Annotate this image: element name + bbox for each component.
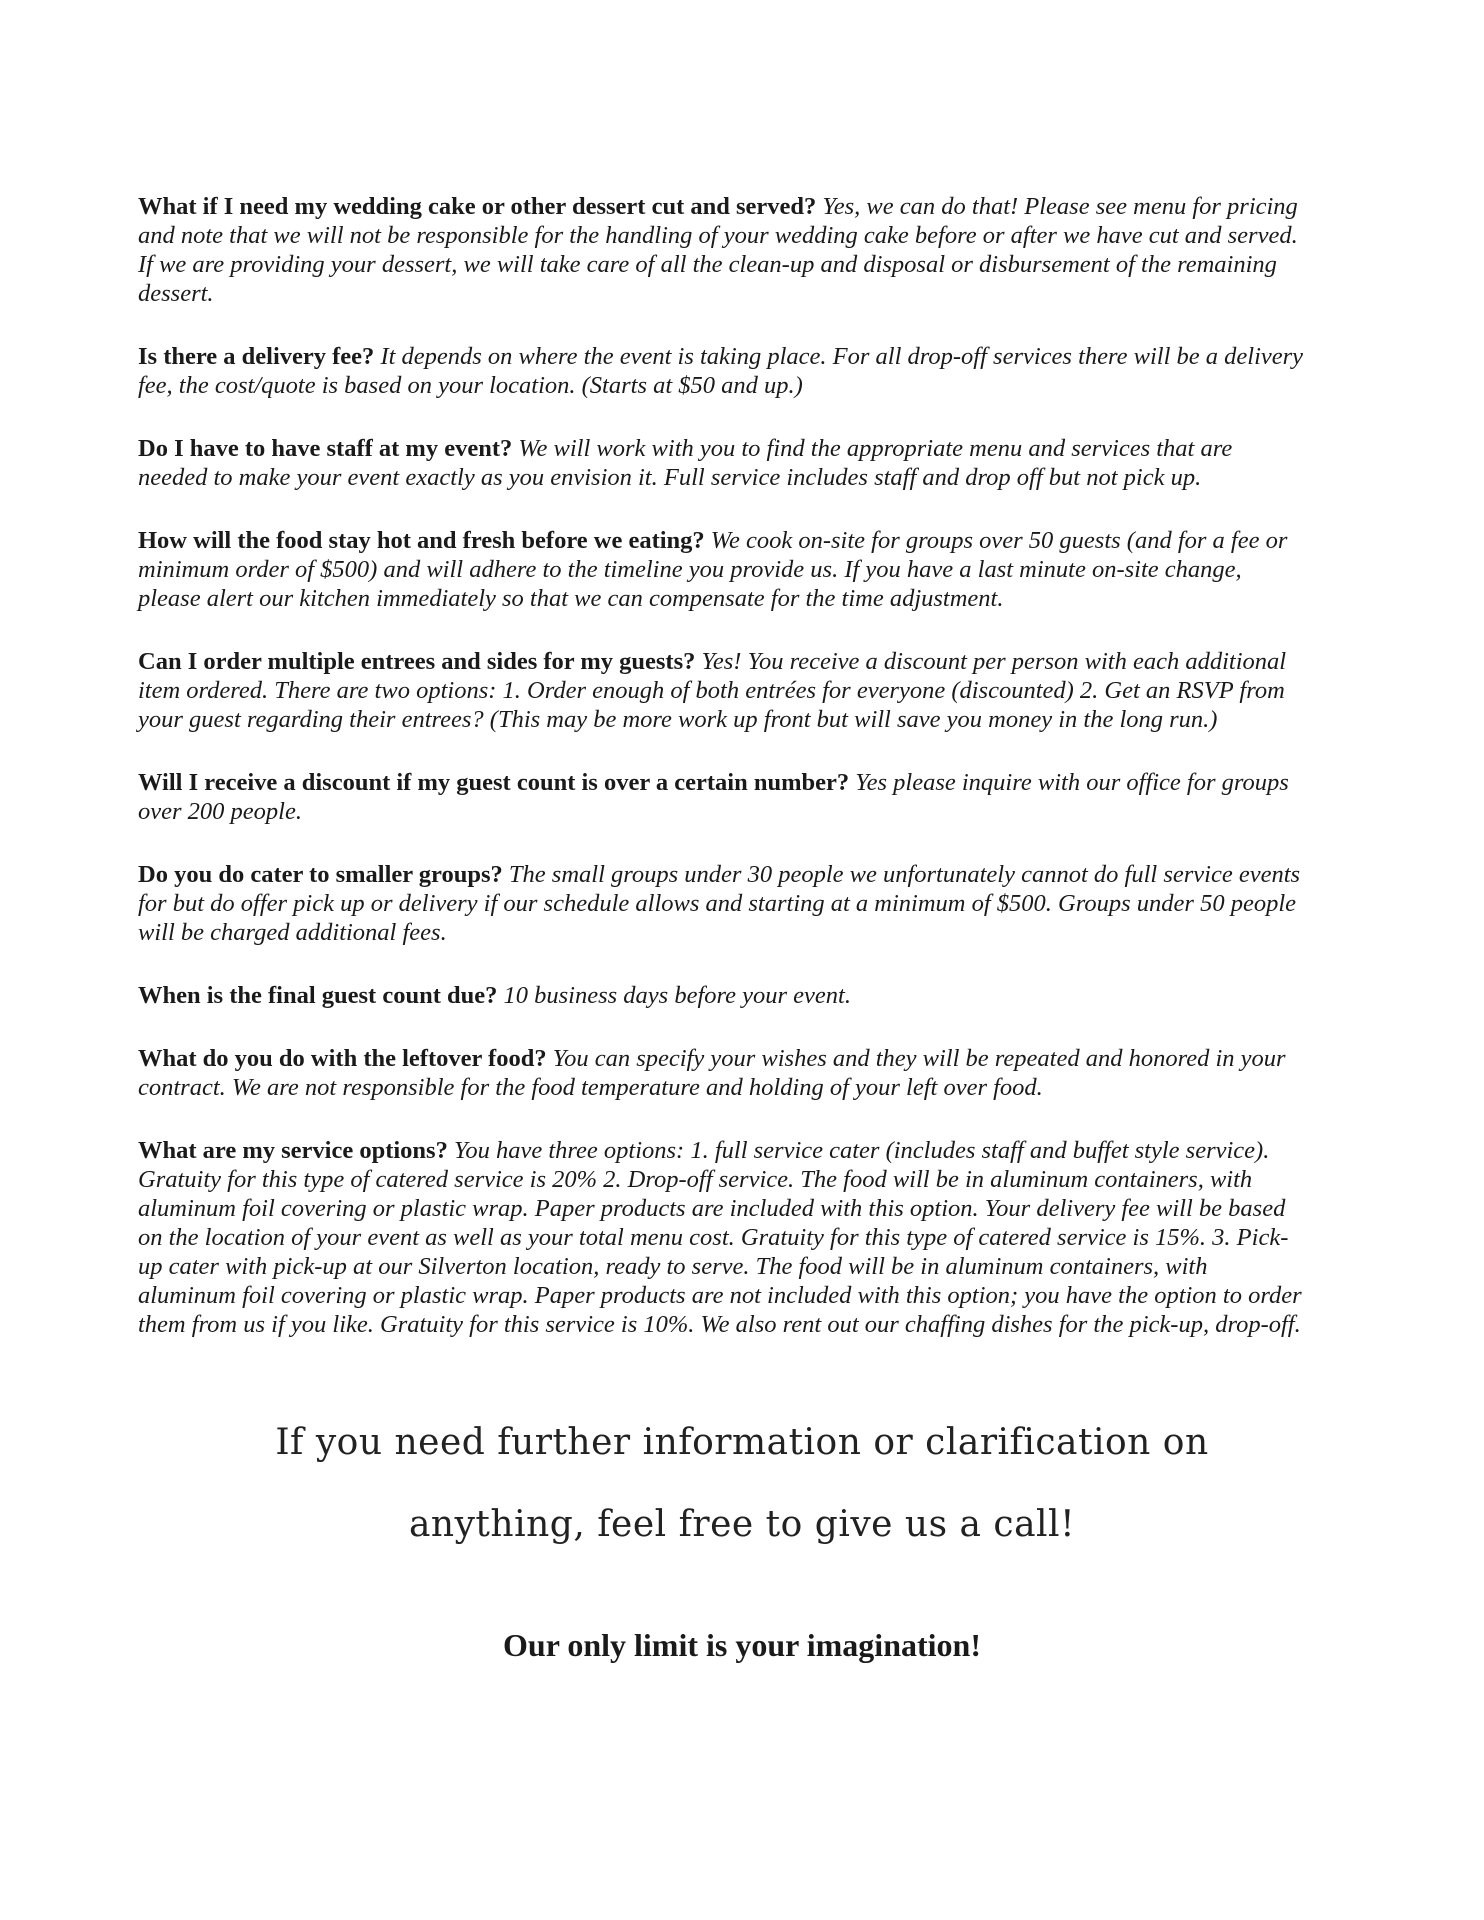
faq-item-staff xyxy=(138,434,1304,492)
faq-question: Will I receive a discount if my guest count is over a certain number? xyxy=(138,769,850,796)
faq-question: Do you do cater to smaller groups? xyxy=(138,861,503,888)
faq-answer: Yes! You receive a discount per person with each additional item ordered. There are two options: 1. Order enough of both entrées for everyone (discounted) 2. Get an RSVP from your guest regarding their entrees? (This may be more work up front but will save you money in the long run.) xyxy=(138,648,1287,733)
faq-item-food-hot xyxy=(138,526,1304,613)
faq-question: Can I order multiple entrees and sides for my guests? xyxy=(138,648,696,675)
faq-question: Do I have to have staff at my event? xyxy=(138,435,513,462)
faq-answer: 10 business days before your event. xyxy=(503,982,851,1009)
faq-question: How will the food stay hot and fresh before we eating? xyxy=(138,527,705,554)
faq-answer: You have three options: 1. full service cater (includes staff and buffet style service). Gratuity for this type of catered service is 20% 2. Drop-off service. The food will be in aluminum containers, with aluminum foil covering or plastic wrap. Paper products are included with this option. Your delivery fee will be based on the location of your event as well as your total menu cost. Gratuity for this type of catered service is 15%. 3. Pick-up cater with pick-up at our Silverton location, ready to serve. The food will be in aluminum containers, with aluminum foil covering or plastic wrap. Paper products are not included with this option; you have the option to order them from us if you like. Gratuity for this service is 10%. We also rent out our chaffing dishes for the pick-up, drop-off. xyxy=(138,1137,1302,1338)
faq-question: Is there a delivery fee? xyxy=(138,343,375,370)
closing-message-line-1: If you need further information or clarification on xyxy=(275,1422,1209,1463)
faq-answer: We cook on-site for groups over 50 guests (and for a fee or minimum order of $500) and will adhere to the timeline you provide us. If you have a last minute on-site change, please alert our kitchen immediately so that we can compensate for the time adjustment. xyxy=(138,527,1288,612)
tagline: Our only limit is your imagination! xyxy=(503,1627,981,1663)
faq-answer: Yes please inquire with our office for groups over 200 people. xyxy=(138,769,1289,825)
faq-item-multiple-entrees xyxy=(138,647,1304,734)
faq-question: What are my service options? xyxy=(138,1137,448,1164)
closing-message-line-2: anything, feel free to give us a call! xyxy=(408,1504,1076,1545)
faq-item-leftovers xyxy=(138,1044,1304,1102)
faq-item-guest-count xyxy=(138,981,1304,1010)
faq-answer: You can specify your wishes and they will be repeated and honored in your contract. We are not responsible for the food temperature and holding of your left over food. xyxy=(138,1045,1286,1101)
faq-question: When is the final guest count due? xyxy=(138,982,498,1009)
faq-answer: The small groups under 30 people we unfortunately cannot do full service events for but do offer pick up or delivery if our schedule allows and starting at a minimum of $500. Groups under 50 people will be charged additional fees. xyxy=(138,861,1301,946)
faq-item-discount xyxy=(138,768,1304,826)
faq-answer: Yes, we can do that! Please see menu for pricing and note that we will not be responsible for the handling of your wedding cake before or after we have cut and served. If we are providing your dessert, we will take care of all the clean-up and disposal or disbursement of the remaining dessert. xyxy=(138,193,1298,307)
faq-answer: We will work with you to find the appropriate menu and services that are needed to make your event exactly as you envision it. Full service includes staff and drop off but not pick up. xyxy=(138,435,1233,491)
faq-question: What if I need my wedding cake or other dessert cut and served? xyxy=(138,193,817,220)
faq-item-cake-cutting xyxy=(138,192,1304,308)
faq-question: What do you do with the leftover food? xyxy=(138,1045,547,1072)
faq-item-service-options xyxy=(138,1136,1304,1339)
faq-item-delivery-fee xyxy=(138,342,1304,400)
faq-item-small-groups xyxy=(138,860,1304,947)
faq-list xyxy=(138,192,1304,1373)
faq-answer: It depends on where the event is taking place. For all drop-off services there will be a delivery fee, the cost/quote is based on your location. (Starts at $50 and up.) xyxy=(138,343,1304,399)
